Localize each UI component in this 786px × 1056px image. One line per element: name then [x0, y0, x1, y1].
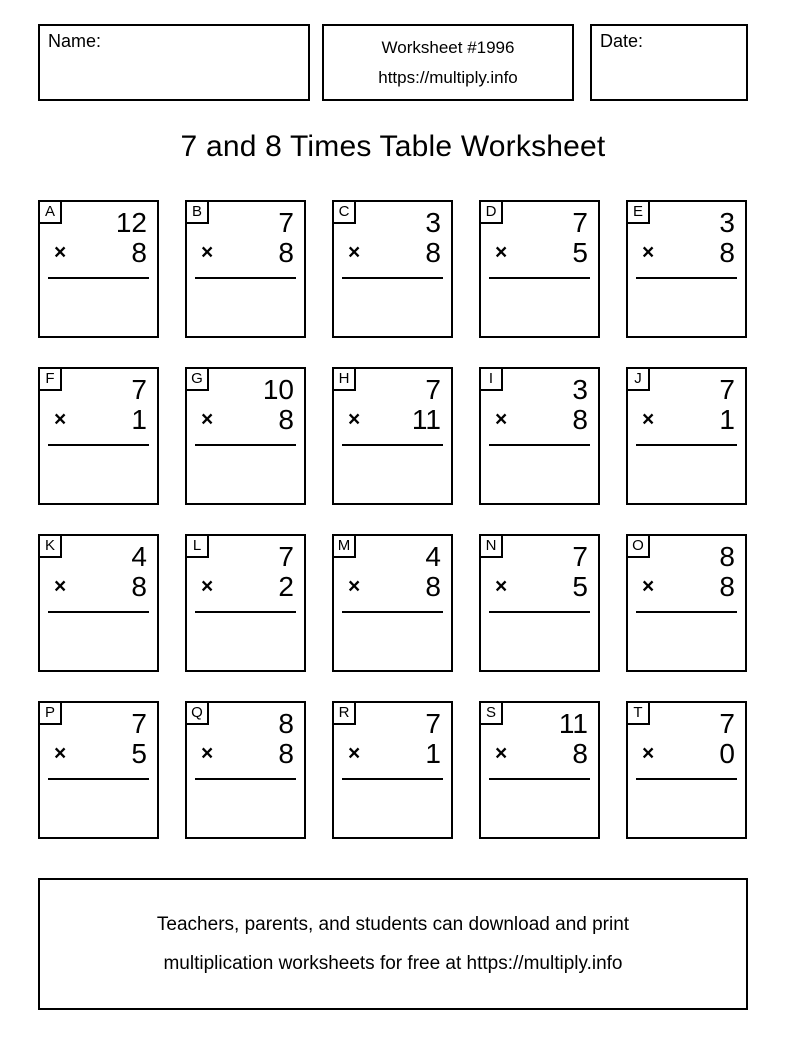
multiply-sign: × [348, 742, 361, 765]
problem-letter-badge: T [628, 703, 650, 725]
answer-space [187, 279, 304, 329]
multiplier-row [334, 572, 451, 602]
answer-space [481, 279, 598, 329]
name-field-box [38, 24, 310, 101]
multiply-sign: × [54, 408, 67, 431]
answer-space [481, 780, 598, 830]
multiplicand: 11 [558, 708, 588, 739]
multiplier: 8 [278, 237, 294, 268]
multiplier-row [334, 739, 451, 769]
multiply-sign: × [54, 241, 67, 264]
answer-space [334, 780, 451, 830]
problem-letter-badge: P [40, 703, 62, 725]
multiply-sign: × [201, 408, 214, 431]
multiplicand: 3 [572, 374, 588, 405]
multiply-sign: × [495, 742, 508, 765]
multiplier: 8 [131, 571, 147, 602]
multiplier: 5 [572, 571, 588, 602]
problem-card [38, 200, 159, 338]
footer-line2: multiplication worksheets for free at https://multiply.info [163, 952, 623, 974]
multiply-sign: × [201, 575, 214, 598]
footer-line1: Teachers, parents, and students can download and print [156, 913, 630, 935]
multiplier-row [628, 238, 745, 268]
problem-card [185, 200, 306, 338]
problem-card [479, 534, 600, 672]
multiply-sign: × [495, 408, 508, 431]
multiplicand: 12 [115, 207, 147, 238]
page-title: 7 and 8 Times Table Worksheet [180, 130, 606, 163]
multiplier: 8 [572, 738, 588, 769]
multiplier: 8 [719, 571, 735, 602]
multiplier-row [481, 739, 598, 769]
date-field-box [590, 24, 748, 101]
multiplier: 5 [572, 237, 588, 268]
multiplier: 0 [719, 738, 735, 769]
multiplier-row [628, 572, 745, 602]
multiplicand: 7 [425, 374, 441, 405]
multiplicand: 7 [572, 541, 588, 572]
multiplier: 8 [719, 237, 735, 268]
multiplier-row [187, 572, 304, 602]
answer-space [334, 279, 451, 329]
answer-space [40, 613, 157, 663]
multiplier-row [187, 739, 304, 769]
problem-letter-badge: L [187, 536, 209, 558]
problem-card [38, 701, 159, 839]
problem-card [626, 534, 747, 672]
multiplier-row [481, 405, 598, 435]
multiplicand: 7 [572, 207, 588, 238]
multiply-sign: × [642, 408, 655, 431]
multiplier-row [628, 739, 745, 769]
problem-card [332, 701, 453, 839]
problem-letter-badge: F [40, 369, 62, 391]
problem-letter-badge: O [628, 536, 650, 558]
problem-card [626, 701, 747, 839]
answer-space [187, 446, 304, 496]
problem-letter-badge: Q [187, 703, 209, 725]
problem-letter-badge: I [481, 369, 503, 391]
worksheet-url: https://multiply.info [378, 67, 518, 87]
multiplier: 8 [131, 237, 147, 268]
multiply-sign: × [201, 742, 214, 765]
multiply-sign: × [642, 241, 655, 264]
problem-card [479, 701, 600, 839]
answer-space [481, 613, 598, 663]
problem-letter-badge: M [334, 536, 356, 558]
multiplicand: 4 [425, 541, 441, 572]
answer-space [334, 446, 451, 496]
problem-letter-badge: G [187, 369, 209, 391]
multiplier-row [334, 405, 451, 435]
multiplier-row [40, 238, 157, 268]
answer-space [40, 446, 157, 496]
answer-space [40, 780, 157, 830]
problem-card [332, 200, 453, 338]
multiplicand: 4 [131, 541, 147, 572]
problem-card [479, 367, 600, 505]
problem-card [626, 367, 747, 505]
footer-box [38, 878, 748, 1010]
problem-letter-badge: K [40, 536, 62, 558]
multiplicand: 8 [719, 541, 735, 572]
problem-letter-badge: E [628, 202, 650, 224]
multiplier-row [481, 238, 598, 268]
worksheet-number: Worksheet #1996 [381, 37, 515, 57]
multiplicand: 8 [278, 708, 294, 739]
problem-card [479, 200, 600, 338]
problem-letter-badge: N [481, 536, 503, 558]
multiply-sign: × [348, 241, 361, 264]
multiplicand: 7 [278, 207, 294, 238]
problem-letter-badge: B [187, 202, 209, 224]
name-label: Name: [48, 31, 102, 51]
answer-space [628, 613, 745, 663]
answer-space [628, 279, 745, 329]
multiplier-row [481, 572, 598, 602]
problem-card [185, 701, 306, 839]
problem-letter-badge: S [481, 703, 503, 725]
multiply-sign: × [642, 575, 655, 598]
multiplicand: 7 [719, 708, 735, 739]
date-label: Date: [600, 31, 644, 51]
multiplier-row [40, 739, 157, 769]
multiply-sign: × [642, 742, 655, 765]
multiplier: 11 [411, 404, 441, 435]
problem-card [38, 534, 159, 672]
answer-space [481, 446, 598, 496]
multiplicand: 7 [719, 374, 735, 405]
problem-card [626, 200, 747, 338]
problem-card [185, 534, 306, 672]
multiply-sign: × [495, 575, 508, 598]
multiplier: 5 [131, 738, 147, 769]
problem-card [38, 367, 159, 505]
worksheet-info-box [322, 24, 574, 101]
multiplicand: 7 [278, 541, 294, 572]
answer-space [40, 279, 157, 329]
multiplier: 8 [425, 237, 441, 268]
multiplier-row [334, 238, 451, 268]
problem-card [332, 367, 453, 505]
multiplicand: 3 [425, 207, 441, 238]
problem-letter-badge: R [334, 703, 356, 725]
problem-card [185, 367, 306, 505]
multiplier-row [40, 405, 157, 435]
multiplicand: 7 [425, 708, 441, 739]
multiplier: 8 [278, 738, 294, 769]
multiplicand: 10 [262, 374, 294, 405]
problem-card [332, 534, 453, 672]
answer-space [187, 780, 304, 830]
problem-letter-badge: D [481, 202, 503, 224]
multiplicand: 7 [131, 708, 147, 739]
answer-space [628, 446, 745, 496]
answer-space [187, 613, 304, 663]
multiply-sign: × [54, 575, 67, 598]
multiply-sign: × [348, 575, 361, 598]
multiply-sign: × [54, 742, 67, 765]
multiply-sign: × [495, 241, 508, 264]
problem-letter-badge: A [40, 202, 62, 224]
multiplier-row [187, 238, 304, 268]
problem-letter-badge: H [334, 369, 356, 391]
multiplicand: 7 [131, 374, 147, 405]
multiplier: 2 [278, 571, 294, 602]
multiplier: 8 [425, 571, 441, 602]
multiplicand: 3 [719, 207, 735, 238]
multiplier: 1 [131, 404, 147, 435]
multiplier-row [40, 572, 157, 602]
multiply-sign: × [201, 241, 214, 264]
multiplier: 1 [719, 404, 735, 435]
multiplier-row [187, 405, 304, 435]
answer-space [628, 780, 745, 830]
multiplier: 8 [278, 404, 294, 435]
multiplier-row [628, 405, 745, 435]
problem-letter-badge: C [334, 202, 356, 224]
multiply-sign: × [348, 408, 361, 431]
multiplier: 8 [572, 404, 588, 435]
answer-space [334, 613, 451, 663]
multiplier: 1 [425, 738, 441, 769]
problems-grid [38, 200, 747, 839]
problem-letter-badge: J [628, 369, 650, 391]
